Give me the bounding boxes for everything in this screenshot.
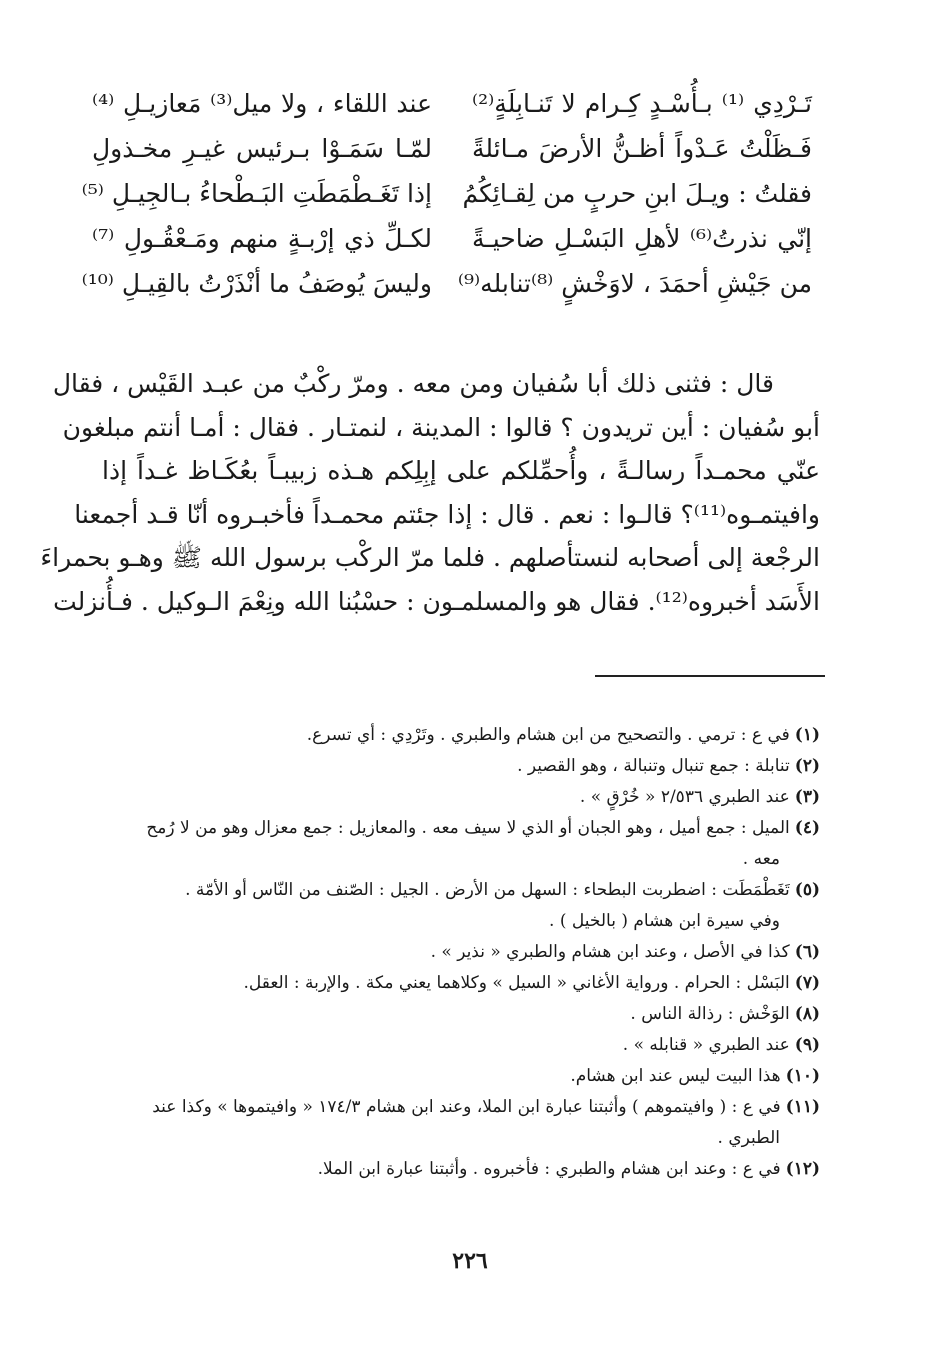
footnote-text: عند الطبري « قنابله » . — [622, 1035, 790, 1055]
prose-line: عنّي محمـداً رسالـةً ، وأُحمِّلكم على إبِلِكم هـذه زبيبـاً بعُكَـاظ غـداً إذا — [102, 456, 820, 485]
footnote-text: كذا في الأصل ، وعند ابن هشام والطبري « نذير » . — [430, 942, 790, 962]
footnote-number: (٤) — [794, 818, 820, 838]
poem — [81, 86, 812, 301]
footnote — [102, 875, 820, 906]
footnote-number: (١٠) — [785, 1066, 820, 1086]
footnote-number: (١٢) — [785, 1159, 820, 1179]
verse-second-hemistich: إذا تَغَـطْمَطَتِ البَـطْحاءُ بـالجِيـلِ ⁽⁵⁾ — [81, 179, 432, 208]
footnote-number: (٨) — [794, 1004, 820, 1024]
footnote-continuation: الطبري . — [717, 1128, 780, 1148]
prose-line: وافيتمـوه⁽¹¹⁾؟ قالـوا : نعم . قال : إذا جئتم محمـداً فأخبـروه أنّا قـد أجمعنا — [74, 499, 820, 529]
poem-verse — [81, 176, 812, 211]
footnote-text: الميل : جمع أميل ، وهو الجبان أو الذي لا سيف معه . والمعازيل : جمع معزال وهو من لا رُمح — [146, 818, 790, 838]
footnote-text: هذا البيت ليس عند ابن هشام. — [570, 1066, 781, 1086]
footnote-continuation: معه . — [742, 849, 780, 869]
footnote-continuation: وفي سيرة ابن هشام ( بالخيل ) . — [549, 911, 780, 931]
footnote — [102, 782, 820, 813]
footnote — [102, 968, 820, 999]
footnote-number: (٧) — [794, 973, 820, 993]
footnote — [102, 1092, 820, 1123]
footnote-number: (٦) — [794, 942, 820, 962]
footnote-text: عند الطبري ٢/٥٣٦ « خُرْقٍ » . — [579, 787, 790, 807]
footnotes — [102, 720, 820, 1185]
verse-second-hemistich: لكـلِّ ذي إرْبـةٍ منهم ومَـعْقُـولِ ⁽⁷⁾ — [92, 224, 432, 253]
footnote-number: (٩) — [794, 1035, 820, 1055]
poem-verse — [81, 266, 812, 301]
footnote-separator — [595, 675, 825, 677]
footnote-text: في ع : ( وافيتموهم ) وأثبتنا عبارة ابن الملا، وعند ابن هشام ١٧٤/٣ « وافيتموها » وكذا عند — [152, 1097, 781, 1117]
footnote-text: في ع : ترمي . والتصحيح من ابن هشام والطبري . وتَرْدِي : أي تسرع. — [306, 725, 790, 745]
footnote — [102, 1154, 820, 1185]
verse-second-hemistich: لمّـا سَمَـوْا بـرئيس غيـرِ مخـذولِ — [92, 134, 432, 163]
footnote — [102, 751, 820, 782]
footnote — [102, 937, 820, 968]
poem-verse — [92, 131, 812, 166]
verse-second-hemistich: عند اللقاء ، ولا ميل⁽³⁾ مَعازيـلِ ⁽⁴⁾ — [92, 89, 433, 118]
footnote — [102, 1061, 820, 1092]
prose-line: الرجْعة إلى أصحابه لنستأصلهم . فلما مرّ الركْب برسول الله ﷺ وهـو بحمراءَ — [40, 543, 820, 572]
verse-first-hemistich: فقلتُ : ويـلَ ابنِ حربٍ من لِقـائِكُمُ — [462, 179, 812, 208]
footnote-number: (١١) — [785, 1097, 820, 1117]
footnote — [102, 999, 820, 1030]
prose-line: أبو سُفيان : أين تريدون ؟ قالوا : المدينة ، لنمتـار . فقال : أمـا أنتم مبلغون — [62, 412, 820, 442]
footnote-number: (١) — [794, 725, 820, 745]
footnote-text: الوَخْش : رذالة الناس . — [630, 1004, 790, 1024]
footnote — [102, 720, 820, 751]
verse-first-hemistich: فَـظَلْتُ عَـدْواً أظـنُّ الأرضَ مـائلةً — [472, 134, 812, 163]
verse-first-hemistich: من جَيْشِ أحمَدَ ، لاوَخْشٍ ⁽⁸⁾تنابله⁽⁹⁾ — [457, 269, 812, 298]
footnote — [102, 1030, 820, 1061]
footnote-number: (٢) — [794, 756, 820, 776]
page-number: ٢٢٦ — [452, 1248, 488, 1274]
footnote-number: (٣) — [794, 787, 820, 807]
footnote-text: البَسْل : الحرام . ورواية الأغاني « السيل » وكلاهما يعني مكة . والإربة : العقل. — [243, 973, 790, 993]
prose-paragraph — [40, 362, 820, 623]
prose-line: الأَسَد أخبروه⁽¹²⁾. فقال هو والمسلمـون : حسْبُنا الله ونِعْمَ الـوكيل . فـأُنزلت — [53, 586, 820, 616]
verse-first-hemistich: إنّي نذرتُ⁽⁶⁾ لأهلِ البَسْـلِ ضاحيـةً — [472, 224, 812, 253]
footnote-number: (٥) — [794, 880, 820, 900]
verse-first-hemistich: تَـرْدِي ⁽¹⁾ بـأُسْـدٍ كِـرام لا تَنـابِلَةٍ⁽²⁾ — [472, 89, 812, 118]
footnote — [102, 813, 820, 844]
verse-second-hemistich: وليسَ يُوصَفُ ما أنْذَرْتُ بالقِيـلِ ⁽¹⁰⁾ — [81, 269, 432, 298]
footnote-text: تَغَطْمَطَت : اضطربت البطحاء : السهل من الأرض . الجيل : الصّنف من النّاس أو الأمّة . — [185, 880, 790, 900]
footnote-text: تنابلة : جمع تنبال وتنبالة ، وهو القصير . — [517, 756, 790, 776]
poem-verse — [92, 86, 812, 121]
footnote-text: في ع : وعند ابن هشام والطبري : فأخبروه . وأثبتنا عبارة ابن الملا. — [317, 1159, 781, 1179]
prose-line: قال : فثنى ذلك أبا سُفيان ومن معه . ومرّ ركْبٌ من عبـد القَيْس ، فقال — [52, 369, 774, 398]
poem-verse — [92, 221, 812, 256]
